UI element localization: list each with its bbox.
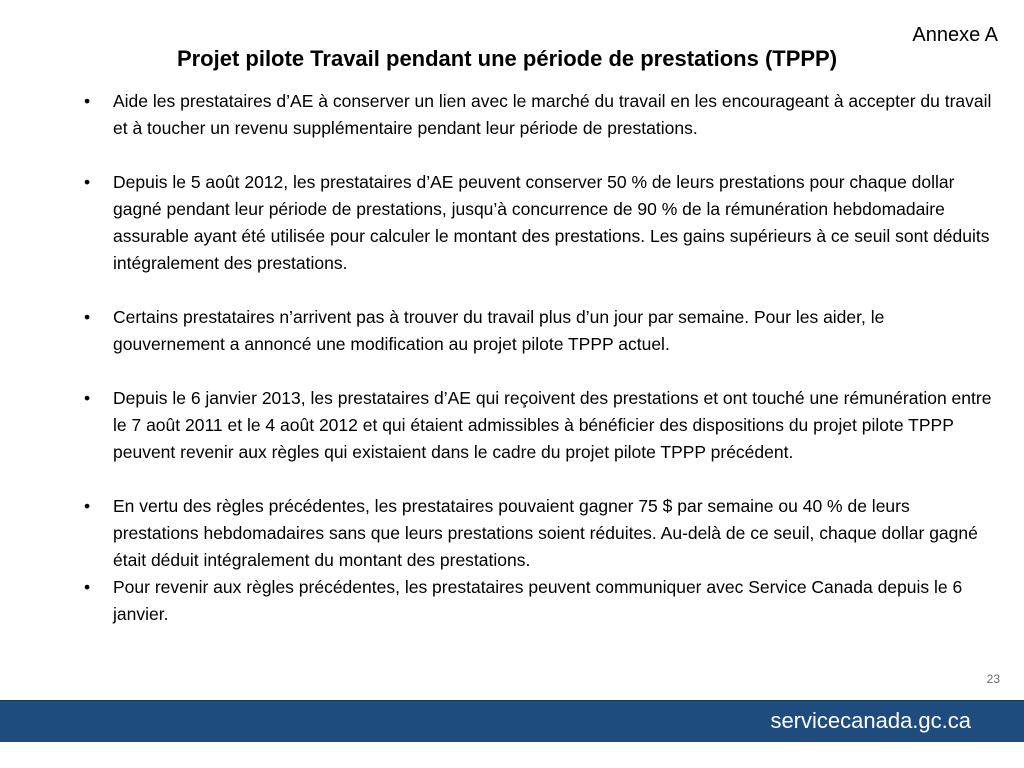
bullet-item-6: [84, 574, 996, 628]
bullet-icon: •: [84, 388, 91, 408]
footer-website-link[interactable]: servicecanada.gc.ca: [770, 708, 971, 733]
bullet-icon: •: [84, 496, 91, 516]
bullet-list: [84, 88, 996, 628]
bullet-icon: •: [84, 577, 91, 597]
bullet-icon: •: [84, 91, 91, 111]
bullet-icon: •: [84, 307, 91, 327]
bullet-item-3: [84, 304, 996, 358]
bullet-text: Depuis le 5 août 2012, les prestataires d’AE peuvent conserver 50 % de leurs prestations pour chaque dollar gagné pendant leur période de prestations, jusqu’à concurrence de 90 % de la rémunération hebdomadaire assurable ayant été utilisée pour calculer le montant des prestations. Les gains supérieurs à ce seuil sont déduits intégralement des prestations.: [113, 172, 990, 273]
bullet-item-2: [84, 169, 996, 277]
slide-title: Projet pilote Travail pendant une période de prestations (TPPP): [176, 46, 838, 71]
bullet-item-1: [84, 88, 996, 142]
bullet-item-4: [84, 385, 996, 466]
page-number: 23: [986, 672, 1000, 686]
bullet-text: Certains prestataires n’arrivent pas à trouver du travail plus d’un jour par semaine. Pour les aider, le gouvernement a annoncé une modification au projet pilote TPPP actuel.: [113, 307, 885, 354]
bullet-text: Pour revenir aux règles précédentes, les prestataires peuvent communiquer avec Service Canada depuis le 6 janvier.: [113, 577, 963, 624]
annex-label: Annexe A: [912, 24, 998, 46]
bullet-text: Aide les prestataires d’AE à conserver un lien avec le marché du travail en les encourageant à accepter du travail et à toucher un revenu supplémentaire pendant leur période de prestations.: [113, 91, 992, 138]
bullet-item-5: [84, 493, 996, 574]
bullet-text: Depuis le 6 janvier 2013, les prestataires d’AE qui reçoivent des prestations et ont touché une rémunération entre le 7 août 2011 et le 4 août 2012 et qui étaient admissibles à bénéficier des dispositions du projet pilote TPPP peuvent revenir aux règles qui existaient dans le cadre du projet pilote TPPP précédent.: [113, 388, 992, 462]
bullet-text: En vertu des règles précédentes, les prestataires pouvaient gagner 75 $ par semaine ou 40 % de leurs prestations hebdomadaires sans que leurs prestations soient réduites. Au-delà de ce seuil, chaque dollar gagné était déduit intégralement du montant des prestations.: [113, 496, 978, 570]
footer-bar: [0, 700, 1024, 742]
bullet-icon: •: [84, 172, 91, 192]
